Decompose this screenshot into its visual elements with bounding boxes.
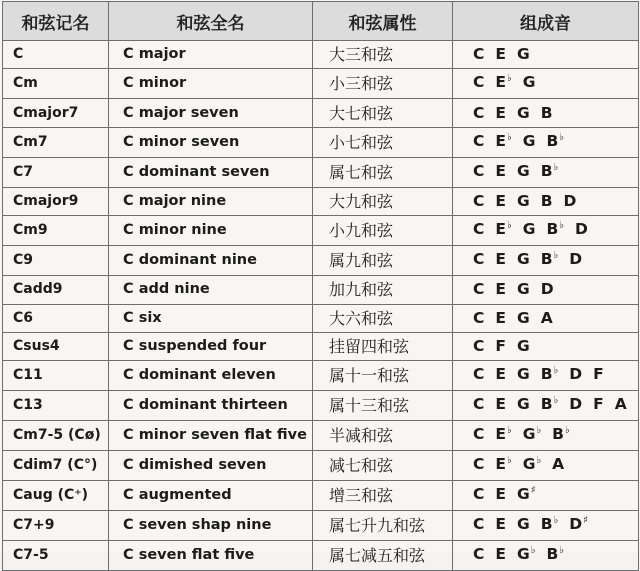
note-letter: F xyxy=(495,337,506,356)
chord-abbr-cell: Cm xyxy=(3,69,109,99)
chord-attribute-cell: 大六和弦 xyxy=(313,304,453,332)
chord-full-name-cell: C minor seven flat five xyxy=(109,421,313,451)
note-letter: E xyxy=(495,425,506,444)
chord-note xyxy=(473,158,484,185)
chord-note xyxy=(495,276,506,303)
chord-note xyxy=(495,41,506,68)
note-letter: C xyxy=(473,365,485,384)
note-letter: G xyxy=(516,365,530,384)
chord-notes-cell xyxy=(453,246,639,276)
chord-notes-cell xyxy=(453,511,639,541)
chord-note xyxy=(541,188,553,215)
chord-full-name-cell: C seven flat five xyxy=(109,541,313,571)
chord-note xyxy=(517,333,530,360)
note-letter: G xyxy=(516,191,530,210)
chord-abbr-cell: C13 xyxy=(3,391,109,421)
chord-note xyxy=(473,333,484,360)
note-letter: A xyxy=(614,395,627,414)
note-letter: E xyxy=(495,220,506,239)
chord-note xyxy=(473,41,484,68)
note-letter: D xyxy=(574,220,588,239)
note-letter: E xyxy=(495,103,506,122)
chord-note xyxy=(523,69,536,96)
chord-notes-cell xyxy=(453,541,639,571)
note-letter: A xyxy=(552,455,565,474)
chord-attribute-cell: 属七升九和弦 xyxy=(313,511,453,541)
chord-note xyxy=(473,216,484,243)
note-letter: G xyxy=(516,280,530,299)
chord-note xyxy=(473,276,484,303)
flat-sign: ♭ xyxy=(559,131,564,143)
note-letter: C xyxy=(473,250,485,269)
note-letter: E xyxy=(495,395,506,414)
chord-note xyxy=(495,305,506,332)
chord-note xyxy=(523,128,536,155)
chord-full-name-cell: C dominant seven xyxy=(109,157,313,187)
chord-note xyxy=(495,481,506,508)
chord-note xyxy=(473,391,484,418)
chord-note xyxy=(541,276,554,303)
header-abbr: 和弦记名 xyxy=(3,2,109,41)
flat-sign: ♭ xyxy=(506,220,512,232)
note-letter: C xyxy=(473,103,485,122)
note-letter: C xyxy=(473,191,485,210)
flat-sign: ♭ xyxy=(559,220,564,232)
chord-note xyxy=(495,421,511,450)
chord-abbr-cell: Cadd9 xyxy=(3,276,109,304)
note-letter: C xyxy=(473,515,485,534)
chord-note xyxy=(517,391,530,418)
chord-note xyxy=(541,100,553,127)
chord-note xyxy=(517,100,530,127)
chord-notes-cell xyxy=(453,99,639,127)
table-row xyxy=(3,69,639,99)
chord-note xyxy=(517,481,536,510)
note-letter: G xyxy=(522,425,536,444)
chord-attribute-cell: 属七减五和弦 xyxy=(313,541,453,571)
flat-sign: ♭ xyxy=(536,425,542,437)
note-letter: D xyxy=(569,515,583,534)
chord-note xyxy=(552,451,564,478)
note-letter: C xyxy=(473,485,485,504)
note-letter: G xyxy=(516,395,530,414)
chord-note xyxy=(523,421,541,450)
note-letter: D xyxy=(569,365,583,384)
chord-full-name-cell: C dominant nine xyxy=(109,246,313,276)
chord-note xyxy=(541,246,559,275)
chord-attribute-cell: 大三和弦 xyxy=(313,41,453,69)
chord-notes-cell xyxy=(453,451,639,481)
note-letter: B xyxy=(546,131,559,150)
chord-attribute-cell: 增三和弦 xyxy=(313,481,453,511)
chord-notes-cell xyxy=(453,127,639,157)
header-row xyxy=(3,2,639,41)
chord-note xyxy=(495,188,506,215)
chord-attribute-cell: 小三和弦 xyxy=(313,69,453,99)
chord-note xyxy=(541,511,559,540)
chord-attribute-cell: 属十一和弦 xyxy=(313,361,453,391)
note-letter: E xyxy=(495,485,506,504)
chord-abbr-cell: C7 xyxy=(3,157,109,187)
flat-sign: ♭ xyxy=(553,365,559,377)
chord-note xyxy=(569,511,588,540)
chord-note xyxy=(517,158,530,185)
chord-notes-cell xyxy=(453,157,639,187)
table-row xyxy=(3,511,639,541)
chord-full-name-cell: C add nine xyxy=(109,276,313,304)
note-letter: G xyxy=(522,220,536,239)
note-letter: B xyxy=(546,220,559,239)
note-letter: B xyxy=(540,161,553,180)
chord-full-name-cell: C augmented xyxy=(109,481,313,511)
chord-note xyxy=(473,361,484,388)
chord-note xyxy=(517,305,530,332)
chord-notes-cell xyxy=(453,69,639,99)
chord-note xyxy=(541,158,559,187)
chord-note xyxy=(541,361,559,390)
note-letter: E xyxy=(495,280,506,299)
chord-note xyxy=(495,541,506,568)
note-letter: B xyxy=(552,425,564,444)
table-row xyxy=(3,421,639,451)
chord-notes-cell xyxy=(453,391,639,421)
note-letter: G xyxy=(516,485,530,504)
table-row xyxy=(3,246,639,276)
chord-attribute-cell: 大九和弦 xyxy=(313,187,453,215)
note-letter: B xyxy=(540,395,553,414)
header-notes: 组成音 xyxy=(453,2,639,41)
chord-note xyxy=(517,188,530,215)
chord-full-name-cell: C dominant thirteen xyxy=(109,391,313,421)
chord-attribute-cell: 挂留四和弦 xyxy=(313,332,453,360)
chord-abbr-cell: C7-5 xyxy=(3,541,109,571)
chord-note xyxy=(495,391,506,418)
chord-full-name-cell: C minor nine xyxy=(109,216,313,246)
table-row xyxy=(3,451,639,481)
chord-table xyxy=(2,1,639,571)
note-letter: C xyxy=(473,161,485,180)
flat-sign: ♭ xyxy=(506,455,512,467)
chord-note xyxy=(569,391,582,418)
note-letter: C xyxy=(473,395,485,414)
chord-note xyxy=(517,541,535,570)
header-full: 和弦全名 xyxy=(109,2,313,41)
note-letter: C xyxy=(473,308,485,327)
flat-sign: ♭ xyxy=(506,73,512,85)
chord-note xyxy=(495,333,506,360)
note-letter: E xyxy=(495,191,506,210)
chord-note xyxy=(495,451,511,480)
chord-full-name-cell: C major seven xyxy=(109,99,313,127)
note-letter: G xyxy=(516,337,530,356)
chord-notes-cell xyxy=(453,332,639,360)
chord-note xyxy=(575,216,588,243)
note-letter: D xyxy=(540,280,554,299)
chord-note xyxy=(473,421,484,448)
note-letter: E xyxy=(495,308,506,327)
note-letter: B xyxy=(540,103,553,122)
note-letter: B xyxy=(540,250,553,269)
note-letter: E xyxy=(495,515,506,534)
chord-notes-cell xyxy=(453,304,639,332)
chord-attribute-cell: 减七和弦 xyxy=(313,451,453,481)
flat-sign: ♭ xyxy=(553,515,559,527)
note-letter: F xyxy=(593,395,604,414)
chord-abbr-cell: C xyxy=(3,41,109,69)
chord-note xyxy=(615,391,627,418)
table-row xyxy=(3,187,639,215)
note-letter: E xyxy=(495,161,506,180)
chord-abbr-cell: Cdim7 (C°) xyxy=(3,451,109,481)
note-letter: C xyxy=(473,73,485,92)
chord-note xyxy=(473,188,484,215)
note-letter: G xyxy=(516,250,530,269)
sharp-sign: ♯ xyxy=(583,515,588,527)
chord-note xyxy=(546,128,564,157)
chord-note xyxy=(523,451,541,480)
chord-notes-cell xyxy=(453,216,639,246)
chord-abbr-cell: Cmajor9 xyxy=(3,187,109,215)
flat-sign: ♭ xyxy=(553,250,559,262)
chord-note xyxy=(495,361,506,388)
chord-note xyxy=(473,481,484,508)
table-row xyxy=(3,541,639,571)
chord-note xyxy=(546,541,564,570)
note-letter: G xyxy=(516,308,530,327)
table-row xyxy=(3,41,639,69)
chord-abbr-cell: C7+9 xyxy=(3,511,109,541)
chord-full-name-cell: C six xyxy=(109,304,313,332)
chord-full-name-cell: C minor seven xyxy=(109,127,313,157)
note-letter: C xyxy=(473,280,485,299)
note-letter: E xyxy=(495,73,506,92)
chord-note xyxy=(495,100,506,127)
note-letter: G xyxy=(516,161,530,180)
table-row xyxy=(3,304,639,332)
chord-note xyxy=(495,69,511,98)
table-row xyxy=(3,127,639,157)
chord-note xyxy=(593,391,604,418)
chord-attribute-cell: 属九和弦 xyxy=(313,246,453,276)
chord-notes-cell xyxy=(453,361,639,391)
note-letter: C xyxy=(473,131,485,150)
chord-notes-cell xyxy=(453,421,639,451)
note-letter: G xyxy=(522,73,536,92)
chord-note xyxy=(473,305,484,332)
sharp-sign: ♯ xyxy=(530,485,536,497)
chord-note xyxy=(473,100,484,127)
note-letter: E xyxy=(495,45,506,64)
chord-note xyxy=(546,216,564,245)
chord-note xyxy=(473,246,484,273)
chord-note xyxy=(593,361,604,388)
chord-note xyxy=(523,216,536,243)
chord-note xyxy=(541,305,553,332)
chord-note xyxy=(495,246,506,273)
note-letter: B xyxy=(546,545,559,564)
chord-notes-cell xyxy=(453,276,639,304)
note-letter: C xyxy=(473,220,485,239)
chord-note xyxy=(495,511,506,538)
chord-full-name-cell: C dominant eleven xyxy=(109,361,313,391)
chord-note xyxy=(473,541,484,568)
note-letter: E xyxy=(495,365,506,384)
note-letter: D xyxy=(569,250,583,269)
flat-sign: ♭ xyxy=(553,161,559,173)
note-letter: C xyxy=(473,337,485,356)
note-letter: D xyxy=(563,191,577,210)
table-body xyxy=(3,41,639,571)
chord-full-name-cell: C dimished seven xyxy=(109,451,313,481)
chord-attribute-cell: 小七和弦 xyxy=(313,127,453,157)
flat-sign: ♭ xyxy=(506,131,512,143)
chord-notes-cell xyxy=(453,41,639,69)
chord-note xyxy=(564,188,577,215)
chord-abbr-cell: C6 xyxy=(3,304,109,332)
chord-note xyxy=(473,511,484,538)
note-letter: E xyxy=(495,545,506,564)
chord-attribute-cell: 半减和弦 xyxy=(313,421,453,451)
chord-full-name-cell: C major xyxy=(109,41,313,69)
note-letter: B xyxy=(540,515,553,534)
note-letter: C xyxy=(473,425,485,444)
chord-notes-cell xyxy=(453,187,639,215)
chord-note xyxy=(517,276,530,303)
chord-attribute-cell: 加九和弦 xyxy=(313,276,453,304)
chord-attribute-cell: 小九和弦 xyxy=(313,216,453,246)
chord-note xyxy=(517,41,530,68)
chord-note xyxy=(517,246,530,273)
chord-attribute-cell: 大七和弦 xyxy=(313,99,453,127)
chord-full-name-cell: C major nine xyxy=(109,187,313,215)
chord-full-name-cell: C seven shap nine xyxy=(109,511,313,541)
chord-full-name-cell: C minor xyxy=(109,69,313,99)
chord-note xyxy=(569,361,582,388)
chord-note xyxy=(517,361,530,388)
note-letter: G xyxy=(516,45,530,64)
note-letter: G xyxy=(516,103,530,122)
chord-note xyxy=(473,451,484,478)
chord-note xyxy=(569,246,582,273)
chord-notes-cell xyxy=(453,481,639,511)
chord-note xyxy=(517,511,530,538)
header-attr: 和弦属性 xyxy=(313,2,453,41)
note-letter: G xyxy=(516,515,530,534)
flat-sign: ♭ xyxy=(536,455,542,467)
chord-note xyxy=(552,421,570,450)
table-row xyxy=(3,361,639,391)
note-letter: E xyxy=(495,250,506,269)
flat-sign: ♭ xyxy=(553,395,559,407)
table-row xyxy=(3,216,639,246)
note-letter: B xyxy=(540,365,553,384)
chord-note xyxy=(495,216,511,245)
note-letter: E xyxy=(495,455,506,474)
table-row xyxy=(3,157,639,187)
chord-abbr-cell: Caug (C⁺) xyxy=(3,481,109,511)
note-letter: C xyxy=(473,455,485,474)
chord-abbr-cell: Cm9 xyxy=(3,216,109,246)
flat-sign: ♭ xyxy=(530,545,536,557)
chord-note xyxy=(473,128,484,155)
note-letter: G xyxy=(516,545,530,564)
chord-abbr-cell: Cm7 xyxy=(3,127,109,157)
table-row xyxy=(3,332,639,360)
note-letter: E xyxy=(495,131,506,150)
note-letter: B xyxy=(540,191,553,210)
chord-note xyxy=(473,69,484,96)
chord-full-name-cell: C suspended four xyxy=(109,332,313,360)
table-row xyxy=(3,276,639,304)
chord-abbr-cell: Cm7-5 (Cø) xyxy=(3,421,109,451)
flat-sign: ♭ xyxy=(559,545,564,557)
note-letter: C xyxy=(473,45,485,64)
flat-sign: ♭ xyxy=(506,425,512,437)
note-letter: F xyxy=(593,365,604,384)
chord-abbr-cell: C9 xyxy=(3,246,109,276)
chord-note xyxy=(495,158,506,185)
chord-abbr-cell: Csus4 xyxy=(3,332,109,360)
chord-attribute-cell: 属七和弦 xyxy=(313,157,453,187)
chord-note xyxy=(495,128,511,157)
chord-attribute-cell: 属十三和弦 xyxy=(313,391,453,421)
note-letter: D xyxy=(569,395,583,414)
note-letter: G xyxy=(522,455,536,474)
flat-sign: ♭ xyxy=(564,425,570,437)
table-row xyxy=(3,481,639,511)
note-letter: G xyxy=(522,131,536,150)
chord-abbr-cell: Cmajor7 xyxy=(3,99,109,127)
table-row xyxy=(3,391,639,421)
chord-note xyxy=(541,391,559,420)
chord-abbr-cell: C11 xyxy=(3,361,109,391)
table-row xyxy=(3,99,639,127)
note-letter: A xyxy=(540,308,553,327)
note-letter: C xyxy=(473,545,485,564)
